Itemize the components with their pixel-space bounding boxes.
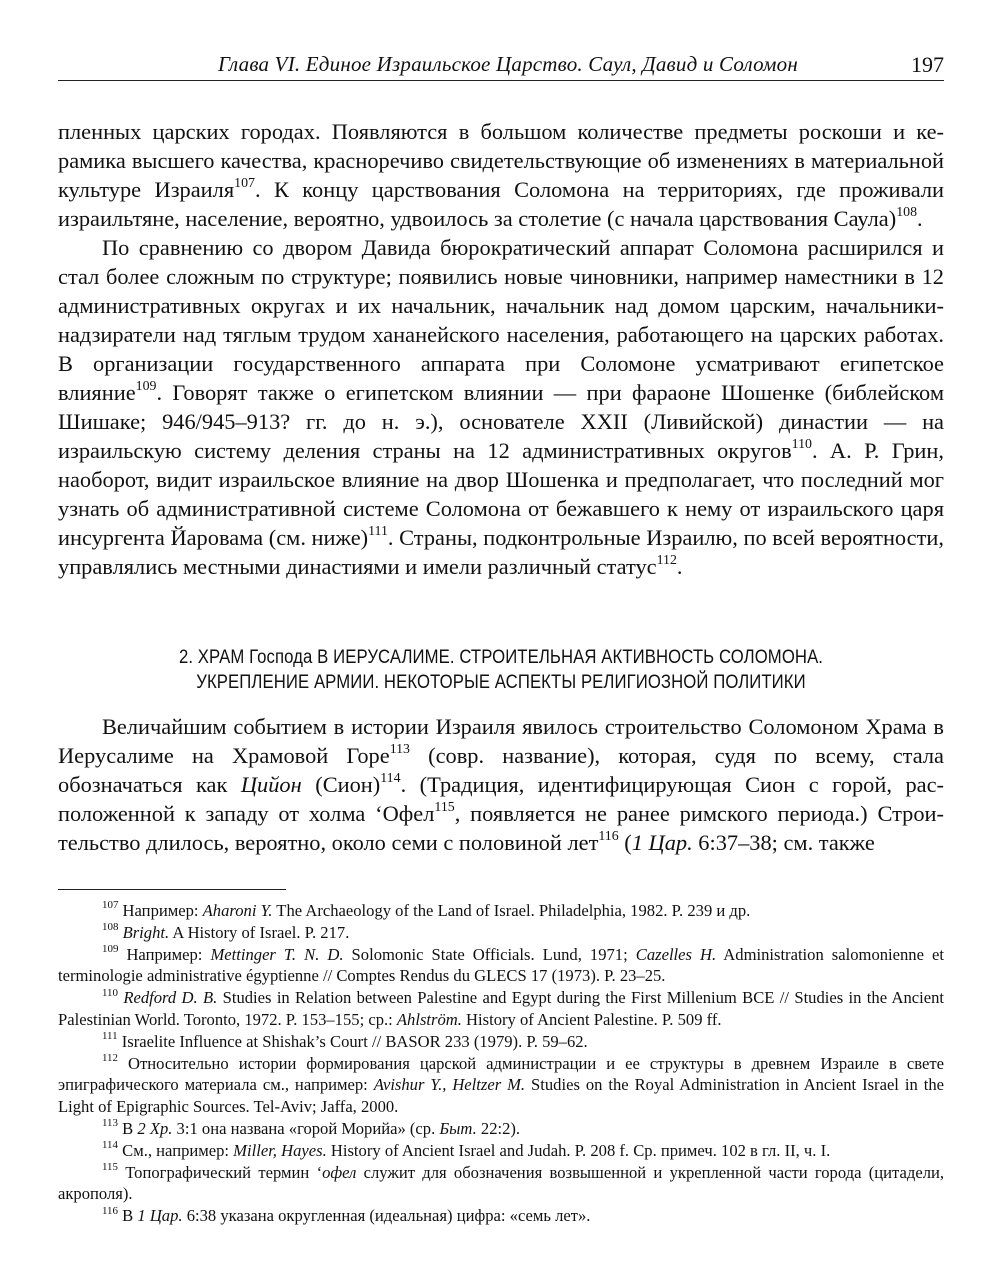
footnote-112: [58, 1053, 944, 1118]
italic-text: 1 Цар.: [137, 1206, 183, 1226]
paragraph-bureaucracy: [58, 233, 944, 581]
footnote-ref: 110: [791, 437, 812, 453]
italic-text: Redford D. B.: [123, 988, 218, 1008]
text-run: Топографический термин ‘: [118, 1162, 323, 1182]
text-run: (Сион): [301, 772, 381, 797]
running-header: [58, 52, 944, 81]
page-number: 197: [911, 52, 944, 77]
footnote-ref: 112: [656, 553, 677, 569]
footnote-ref: 116: [598, 829, 619, 845]
body-text-upper: [58, 117, 944, 581]
body-text-section: [58, 712, 944, 857]
footnote-110: [58, 987, 944, 1031]
footnote-ref: 107: [234, 176, 255, 192]
footnote-separator: [58, 889, 286, 890]
text-run: 6:37–38; см. также: [692, 830, 875, 855]
italic-text: Ahlström.: [396, 1009, 462, 1029]
footnote-108: [58, 922, 944, 944]
text-run: .: [917, 206, 923, 231]
italic-text: офел: [322, 1162, 357, 1182]
footnote-115: [58, 1162, 944, 1206]
text-run: Administration salomonienne et terminologie administrative égyptienne // Comptes Rendus du GLECS 17 (1973). P. 23–25.: [58, 944, 944, 986]
italic-text: Bright.: [122, 922, 170, 942]
text-run: Studies on the Royal Administration in Ancient Israel in the Light of Epigraphic Sources. Tel-Aviv; Jaffa, 2000.: [58, 1075, 944, 1117]
footnote-number: 115: [102, 1160, 118, 1173]
text-run: Например:: [118, 944, 211, 964]
footnote-107: [58, 900, 944, 922]
footnote-number: 112: [102, 1051, 118, 1064]
book-page: [58, 0, 944, 1283]
section-heading-line-1: 2. ХРАМ Господа В ИЕРУСАЛИМЕ. СТРОИТЕЛЬНАЯ АКТИВНОСТЬ СОЛОМОНА.: [178, 647, 824, 668]
footnote-ref: 108: [896, 205, 918, 221]
footnote-number: 114: [102, 1139, 118, 1152]
text-run: History of Ancient Israel and Judah. P. 208 f. Ср. примеч. 102 в гл. II, ч. I.: [326, 1140, 831, 1160]
text-run: пленных царских городах. Появляются в большом количестве предметы роскоши и керамика высшего качества, красноречиво свидетельствующие об изменениях в материальной культуре Израиля: [58, 119, 944, 202]
footnote-number: 109: [102, 942, 119, 955]
text-run: . К концу царствования Соломона на территориях, где проживали израильтяне, население, вероятно, удвоилось за столетие (с начала царствования Саула): [58, 177, 945, 231]
italic-text: Aharoni Y.: [202, 901, 273, 920]
text-run: 6:38 указана округленная (идеальная) цифра: «семь лет».: [182, 1206, 591, 1226]
text-run: . А. Р. Грин, наоборот, видит израильское влияние на двор Шошенка и предполагает, что последний мог узнать об административной системе Соломона от бежавшего к нему от израильского царя инсургента Йаровама (см. ниже): [58, 438, 944, 550]
text-run: По сравнению со двором Давида бюрократический аппарат Соломона расширился и стал более сложным по структуре; появились новые чиновники, например наместники в 12 административных округах и их начальник, начальник над домом царским, начальники-надзиратели над тяглым трудом хананейского населения, работающего на царских работах. В организации государственного аппарата при Соломоне усматривают египетское влияние: [58, 235, 944, 405]
text-run: (: [618, 830, 632, 855]
text-run: 22:2).: [476, 1118, 521, 1138]
footnote-number: 108: [102, 921, 119, 934]
footnote-ref: 115: [434, 800, 455, 816]
text-run: Solomonic State Officials. Lund, 1971;: [343, 944, 636, 964]
paragraph-temple: [58, 712, 944, 857]
text-run: History of Ancient Palestine. P. 509 ff.: [461, 1009, 722, 1029]
italic-text: Avishur Y., Heltzer M.: [373, 1075, 526, 1095]
text-run: В: [118, 1206, 138, 1226]
text-run: Israelite Influence at Shishak’s Court // BASOR 233 (1979). P. 59–62.: [117, 1031, 588, 1051]
footnote-number: 107: [102, 899, 119, 912]
italic-text: Miller, Hayes.: [233, 1140, 327, 1160]
text-run: Относительно истории формирования царской администрации и ее структуры в древнем Израиле в свете эпиграфического материала см., например:: [58, 1053, 944, 1095]
italic-text: 2 Хр.: [137, 1118, 173, 1138]
footnote-113: [58, 1118, 944, 1140]
section-heading-line-2: УКРЕПЛЕНИЕ АРМИИ. НЕКОТОРЫЕ АСПЕКТЫ РЕЛИГИОЗНОЙ ПОЛИТИКИ: [196, 672, 806, 693]
italic-text: Цийон: [240, 772, 302, 797]
footnote-109: [58, 944, 944, 988]
running-header-title: Глава VI. Единое Израильское Царство. Саул, Давид и Соломон: [218, 52, 798, 76]
text-run: В: [118, 1118, 138, 1138]
footnote-number: 111: [102, 1030, 118, 1043]
text-run: . Говорят также о египетском влиянии — при фараоне Шошенке (библейском Шишаке; 946/945–913? гг. до н. э.), основателе XXII (Ливийской) династии — на израильскую систему деления страны на 12 административных округов: [58, 380, 944, 463]
footnote-111: [58, 1031, 944, 1053]
text-run: См., например:: [118, 1140, 234, 1160]
text-run: The Archaeology of the Land of Israel. Philadelphia, 1982. P. 239 и др.: [272, 901, 751, 920]
italic-text: 1 Цар.: [631, 830, 693, 855]
text-run: A History of Israel. P. 217.: [169, 922, 350, 942]
italic-text: Mettinger T. N. D.: [210, 944, 344, 964]
paragraph-continued: [58, 117, 944, 233]
footnote-number: 116: [102, 1204, 118, 1217]
footnotes: [58, 900, 944, 1227]
text-run: .: [676, 554, 683, 579]
text-run: 3:1 она названа «горой Морийа» (ср.: [172, 1118, 440, 1138]
text-run: . Страны, подконтрольные Израилю, по всей вероятности, управлялись местными династиями и имели различный статус: [58, 525, 944, 579]
footnote-116: [58, 1205, 944, 1227]
text-run: Studies in Relation between Palestine and Egypt during the First Millenium BCE // Studies in the Ancient Palestinian World. Toronto, 1972. P. 153–155; ср.:: [58, 988, 945, 1029]
footnote-number: 110: [102, 986, 118, 999]
text-run: Например:: [118, 901, 203, 920]
footnote-ref: 113: [389, 742, 410, 758]
footnote-ref: 111: [368, 524, 388, 540]
footnote-number: 113: [102, 1117, 118, 1130]
footnote-ref: 114: [380, 771, 401, 787]
text-run: . (Традиция, идентифицирующая Сион с горой, расположенной к западу от холма ‘Офел: [58, 772, 944, 826]
text-run: (совр. название), которая, судя по всему, стала обозначаться как: [58, 743, 944, 797]
italic-text: Быт.: [439, 1118, 477, 1138]
text-run: служит для обозначения возвышенной и укрепленной части города (цитадели, акрополя).: [58, 1162, 944, 1204]
italic-text: Cazelles H.: [635, 944, 717, 964]
footnote-114: [58, 1140, 944, 1162]
text-run: , появляется не ранее римского периода.) Строительство длилось, вероятно, около семи с половиной лет: [58, 801, 944, 855]
text-run: Величайшим событием в истории Израиля явилось строительство Соломоном Храма в Иерусалиме на Храмовой Горе: [58, 714, 944, 768]
section-heading: [111, 645, 891, 695]
footnote-ref: 109: [135, 379, 157, 395]
